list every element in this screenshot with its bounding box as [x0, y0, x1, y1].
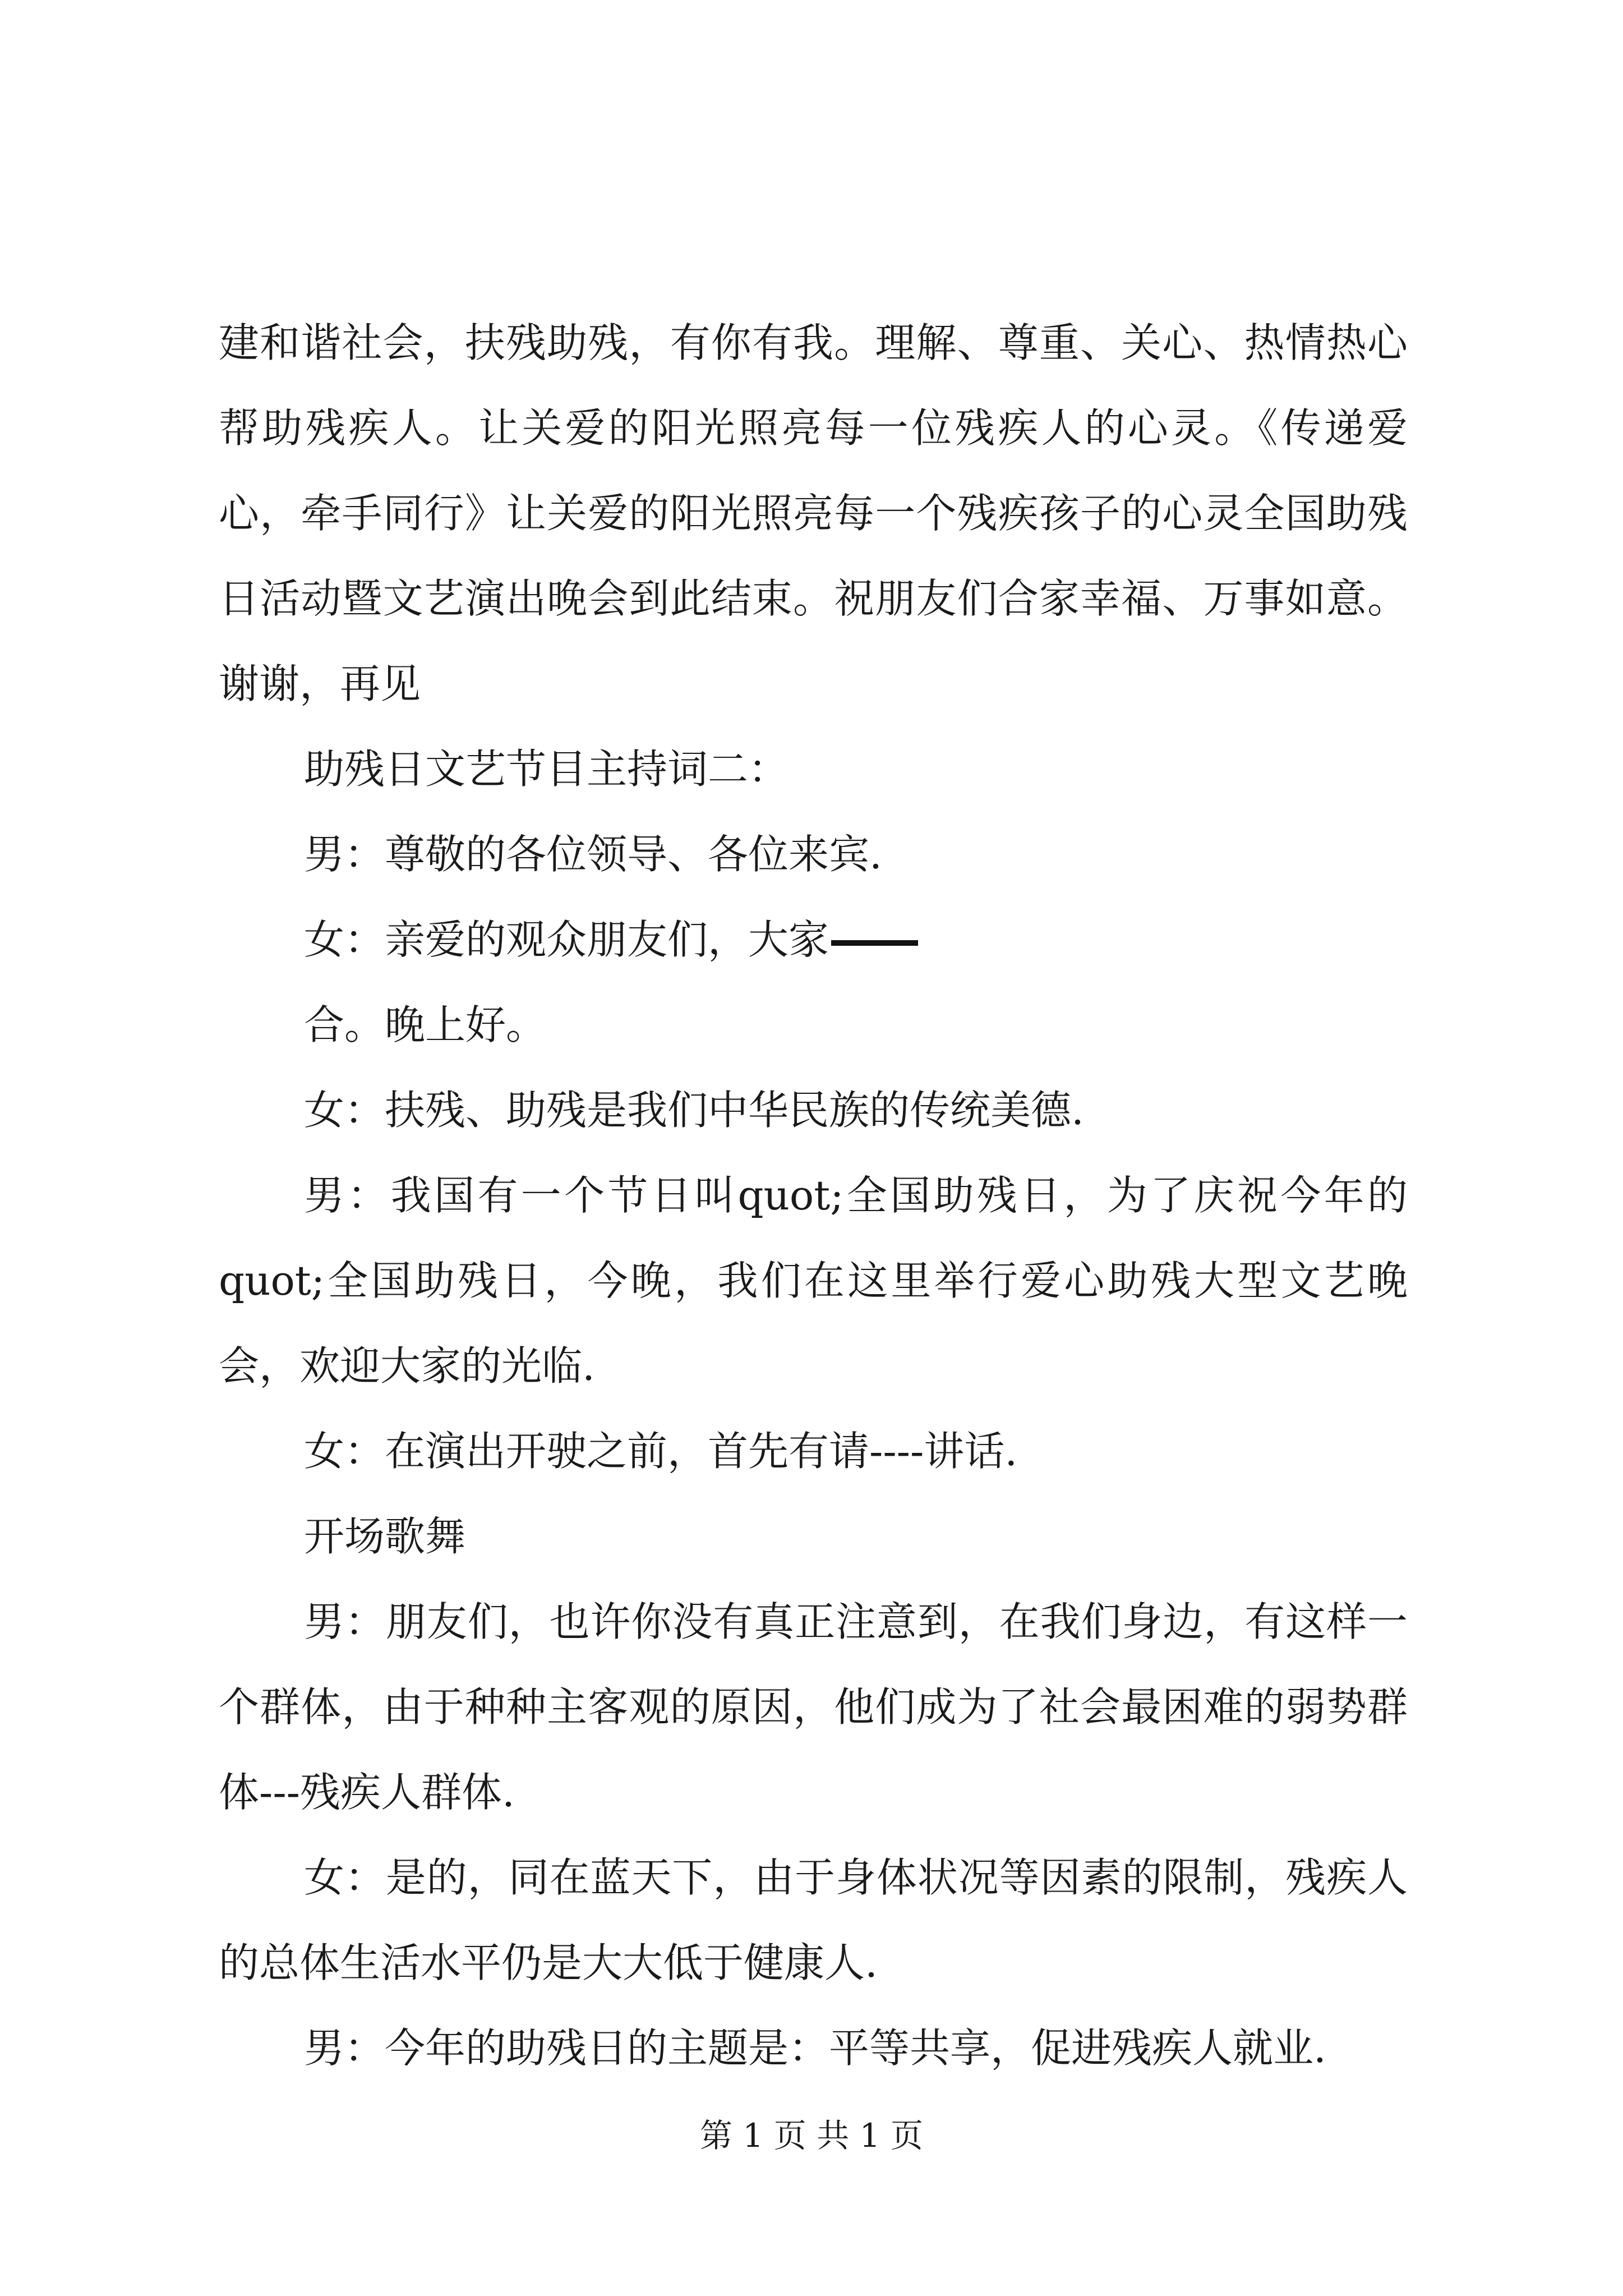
script-line: 女：在演出开驶之前，首先有请----讲话.	[304, 1428, 1018, 1475]
script-line: 女：是的，同在蓝天下，由于身体状况等因素的限制，残疾人的总体生活水平仍是大大低于健康人.	[219, 1854, 1408, 1986]
script-line: 合。晚上好。	[304, 1001, 547, 1048]
script-line: 男：我国有一个节日叫quot;全国助残日，为了庆祝今年的quot;全国助残日，今晚，我们在这里举行爱心助残大型文艺晚会，欢迎大家的光临.	[219, 1172, 1408, 1389]
script-line: 男：今年的助残日的主题是：平等共享，促进残疾人就业.	[304, 2024, 1326, 2072]
script-line: 女：扶残、助残是我们中华民族的传统美德.	[304, 1087, 1084, 1134]
script-line: 男：朋友们，也许你没有真正注意到，在我们身边，有这样一个群体，由于种种主客观的原因，他们成为了社会最困难的弱势群体---残疾人群体.	[219, 1598, 1408, 1816]
script-line-text: 女：亲爱的观众朋友们，大家	[304, 916, 829, 963]
page-footer: 第 1 页 共 1 页	[700, 2116, 923, 2155]
continuation-paragraph: 建和谐社会，扶残助残，有你有我。理解、尊重、关心、热情热心帮助残疾人。让关爱的阳光照亮每一位残疾人的心灵。《传递爱心，牵手同行》让关爱的阳光照亮每一个残疾孩子的心灵全国助残日活动暨文艺演出晚会到此结束。祝朋友们合家幸福、万事如意。谢谢，再见	[219, 319, 1408, 707]
script-line-with-dash	[219, 897, 1408, 982]
section-heading: 助残日文艺节目主持词二：	[304, 746, 789, 793]
script-line: 男：尊敬的各位领导、各位来宾.	[304, 831, 882, 878]
script-body	[219, 726, 1408, 2091]
em-dash-rule	[831, 940, 918, 946]
program-item: 开场歌舞	[304, 1513, 466, 1560]
